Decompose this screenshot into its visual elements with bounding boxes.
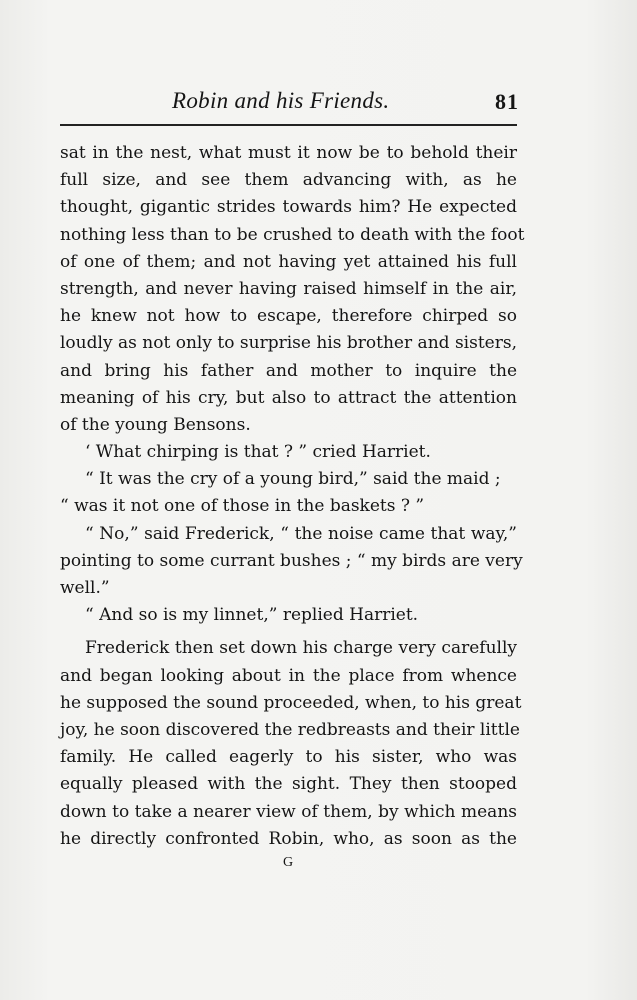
text-line: thought, gigantic strides towards him? He expected — [60, 197, 517, 218]
header-rule — [60, 124, 517, 126]
text-line: he knew not how to escape, therefore chirped so — [60, 306, 517, 327]
text-line: family. He called eagerly to his sister, who was — [60, 747, 517, 768]
text-line: “ And so is my linnet,” replied Harriet. — [85, 605, 419, 626]
text-line: equally pleased with the sight. They then stooped — [60, 774, 517, 795]
text-line: strength, and never having raised himself in the air, — [60, 278, 517, 299]
text-line: sat in the nest, what must it now be to behold their — [60, 143, 517, 163]
text-line: ‘ What chirping is that ? ” cried Harriet. — [85, 442, 431, 463]
text-line: Frederick then set down his charge very carefully — [85, 638, 517, 659]
text-line: full size, and see them advancing with, as he — [60, 170, 517, 191]
running-head — [60, 86, 517, 120]
text-line: “ No,” said Frederick, “ the noise came that way,” — [85, 523, 517, 544]
text-line: of one of them; and not having yet attained his full — [60, 251, 517, 272]
text-line: meaning of his cry, but also to attract the attention — [60, 387, 517, 408]
text-line: of the young Bensons. — [60, 414, 251, 435]
page-number: 81 — [495, 89, 519, 114]
body-text — [60, 140, 525, 853]
text-line: pointing to some currant bushes ; “ my birds are very — [60, 550, 523, 571]
text-line: nothing less than to be crushed to death with the foot — [60, 224, 525, 245]
text-line: and began looking about in the place from whence — [60, 665, 517, 686]
running-title: Robin and his Friends. — [172, 88, 390, 113]
text-line: joy, he soon discovered the redbreasts and their little — [60, 719, 520, 740]
text-line: he directly confronted Robin, who, as soon as the — [60, 828, 517, 849]
text-line: “ It was the cry of a young bird,” said the maid ; — [85, 469, 501, 490]
text-line: “ was it not one of those in the baskets ? ” — [60, 496, 425, 517]
text-line: and bring his father and mother to inquire the — [60, 360, 517, 381]
text-line: he supposed the sound proceeded, when, to his great — [60, 692, 522, 713]
text-line: down to take a nearer view of them, by which means — [60, 801, 517, 822]
text-line: loudly as not only to surprise his brother and sisters, — [60, 333, 517, 354]
signature-mark: G — [283, 855, 294, 870]
text-line: well.” — [60, 578, 110, 598]
